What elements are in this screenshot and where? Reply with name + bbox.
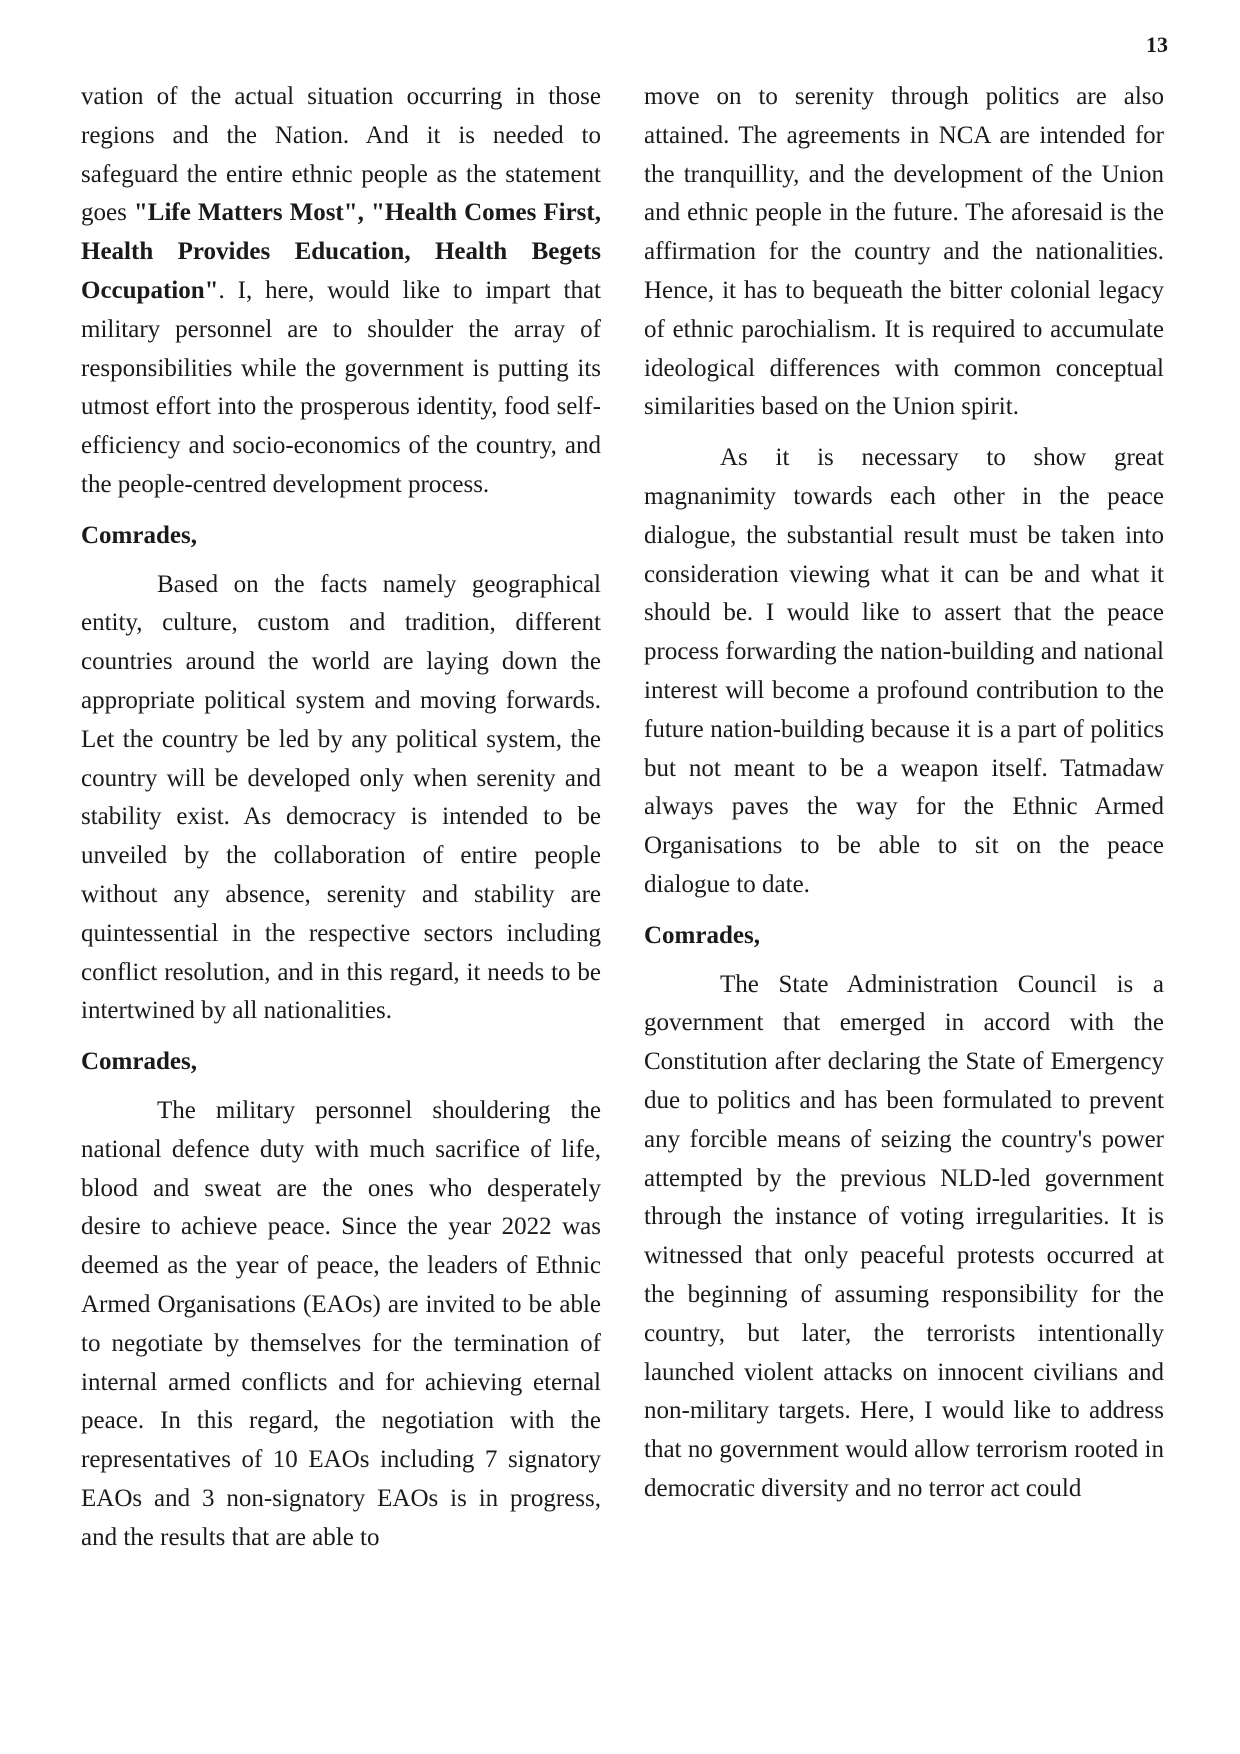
left-column (81, 78, 601, 1557)
paragraph (81, 78, 601, 505)
right-column (644, 78, 1164, 1509)
paragraph: The military personnel shouldering the national defence duty with much sacrifice of life, blood and sweat are the ones who desperately desire to achieve peace. Since the year 2022 was deemed as the year of peace, the leaders of Ethnic Armed Organisations (EAOs) are invited to be able to negotiate by themselves for the termination of internal armed conflicts and for achieving eternal peace. In this regard, the negotiation with the representatives of 10 EAOs including 7 signatory EAOs and 3 non-signatory EAOs is in progress, and the results that are able to (81, 1096, 601, 1551)
paragraph: Based on the facts namely geographical entity, culture, custom and tradition, different countries around the world are laying down the appropriate political system and moving forwards. Let the country be led by any political system, the country will be developed only when serenity and stability exist. As democracy is intended to be unveiled by the collaboration of entire people without any absence, serenity and stability are quintessential in the respective sectors including conflict resolution, and in this regard, it needs to be intertwined by all nationalities. (81, 570, 601, 1025)
paragraph-text: . I, here, would like to impart that military personnel are to shoulder the array of responsibilities while the government is putting its utmost effort into the prosperous identity, food self-efficiency and socio-economics of the country, and the people-centred development process. (81, 276, 601, 498)
page-number: 13 (1146, 32, 1168, 57)
paragraph: The State Administration Council is a government that emerged in accord with the Constitution after declaring the State of Emergency due to politics and has been formulated to prevent any forcible means of seizing the country's power attempted by the previous NLD-led government through the instance of voting irregularities. It is witnessed that only peaceful protests occurred at the beginning of assuming responsibility for the country, but later, the terrorists intentionally launched violent attacks on innocent civilians and non-military targets. Here, I would like to address that no government would allow terrorism rooted in democratic diversity and no terror act could (644, 970, 1164, 1502)
bold-quote: "Life Matters Most", "Health Comes First, Health Provides Education, Health Begets Occupation" (81, 199, 601, 304)
section-heading: Comrades, (644, 921, 760, 949)
section-heading: Comrades, (81, 521, 197, 549)
paragraph-text: vation of the actual situation occurring in those regions and the Nation. And it is needed to safeguard the entire ethnic people as the statement goes (81, 83, 601, 227)
paragraph: As it is necessary to show great magnanimity towards each other in the peace dialogue, the substantial result must be taken into consideration viewing what it can be and what it should be. I would like to assert that the peace process forwarding the nation-building and national interest will become a profound contribution to the future nation-building because it is a part of politics but not meant to be a weapon itself. Tatmadaw always paves the way for the Ethnic Armed Organisations to be able to sit on the peace dialogue to date. (644, 444, 1164, 898)
paragraph: move on to serenity through politics are also attained. The agreements in NCA are intended for the tranquillity, and the development of the Union and ethnic people in the future. The aforesaid is the affirmation for the country and the nationalities. Hence, it has to bequeath the bitter colonial legacy of ethnic parochialism. It is required to accumulate ideological differences with common conceptual similarities based on the Union spirit. (644, 83, 1164, 421)
section-heading: Comrades, (81, 1048, 197, 1076)
